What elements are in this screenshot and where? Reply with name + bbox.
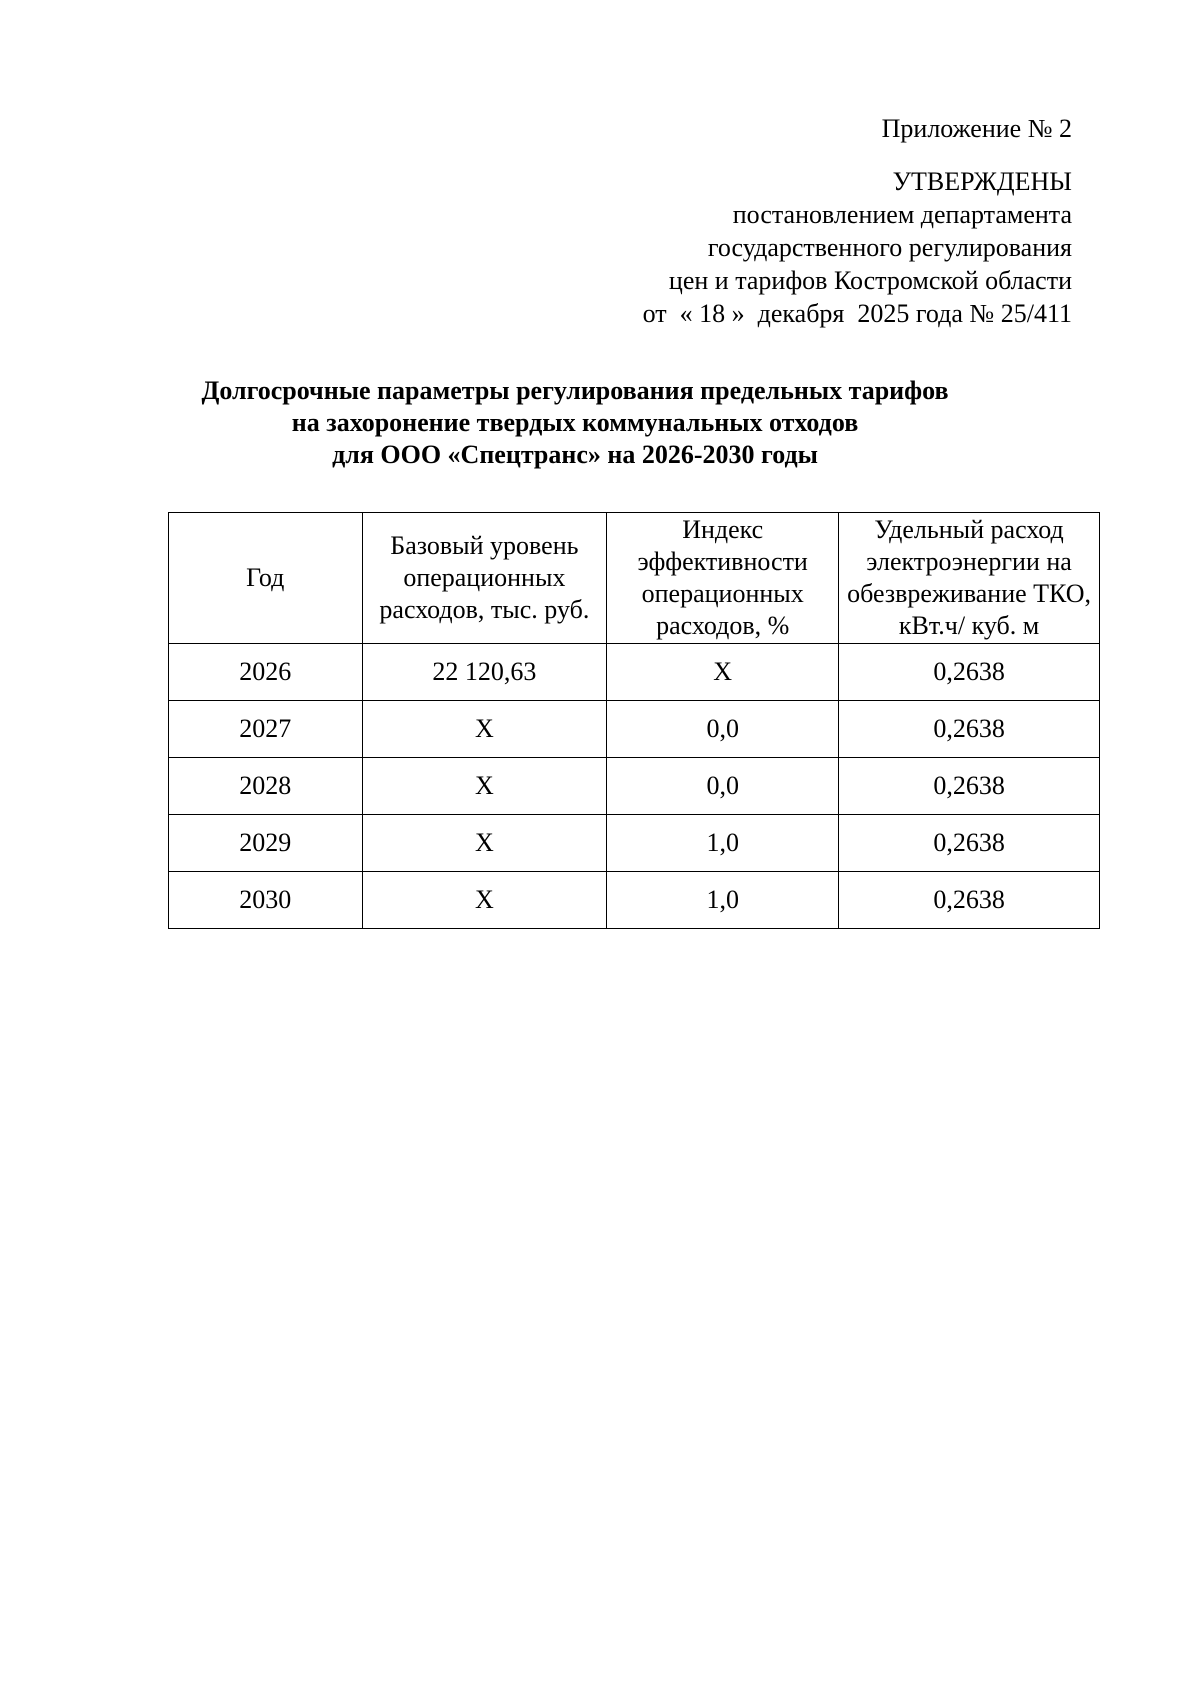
title-line-2: на захоронение твердых коммунальных отходов	[291, 408, 859, 437]
approval-line-2: государственного регулирования	[707, 233, 1072, 262]
cell-base-level: Х	[362, 872, 607, 929]
cell-year: 2027	[169, 701, 363, 758]
cell-efficiency-index: 1,0	[607, 872, 839, 929]
cell-efficiency-index: Х	[607, 644, 839, 701]
cell-electricity: 0,2638	[839, 872, 1100, 929]
cell-year: 2028	[169, 758, 363, 815]
document-title	[0, 375, 1150, 471]
cell-electricity: 0,2638	[839, 644, 1100, 701]
title-line-3: для ООО «Спецтранс» на 2026-2030 годы	[332, 440, 818, 469]
cell-efficiency-index: 1,0	[607, 815, 839, 872]
cell-electricity: 0,2638	[839, 701, 1100, 758]
table-row	[169, 872, 1100, 929]
approval-date-number: от « 18 » декабря 2025 года № 25/411	[642, 299, 1072, 328]
approved-label: УТВЕРЖДЕНЫ	[892, 167, 1072, 196]
title-line-1: Долгосрочные параметры регулирования предельных тарифов	[201, 376, 949, 405]
header-base-level: Базовый уровень операционных расходов, тыс. руб.	[362, 513, 607, 644]
cell-year: 2029	[169, 815, 363, 872]
cell-base-level: Х	[362, 815, 607, 872]
cell-efficiency-index: 0,0	[607, 758, 839, 815]
cell-year: 2026	[169, 644, 363, 701]
table-row	[169, 644, 1100, 701]
cell-base-level: Х	[362, 758, 607, 815]
cell-base-level: 22 120,63	[362, 644, 607, 701]
table-header-row	[169, 513, 1100, 644]
cell-efficiency-index: 0,0	[607, 701, 839, 758]
table-row	[169, 815, 1100, 872]
appendix-label: Приложение № 2	[881, 114, 1072, 143]
approval-line-3: цен и тарифов Костромской области	[668, 266, 1072, 295]
header-efficiency-index: Индекс эффективности операционных расходов, %	[607, 513, 839, 644]
table-row	[169, 701, 1100, 758]
cell-electricity: 0,2638	[839, 758, 1100, 815]
cell-base-level: Х	[362, 701, 607, 758]
parameters-table	[168, 512, 1100, 929]
cell-year: 2030	[169, 872, 363, 929]
header-electricity-consumption: Удельный расход электроэнергии на обезвреживание ТКО, кВт.ч/ куб. м	[839, 513, 1100, 644]
approval-line-1: постановлением департамента	[732, 200, 1072, 229]
cell-electricity: 0,2638	[839, 815, 1100, 872]
approval-header	[472, 112, 1072, 330]
table-row	[169, 758, 1100, 815]
header-year: Год	[169, 513, 363, 644]
